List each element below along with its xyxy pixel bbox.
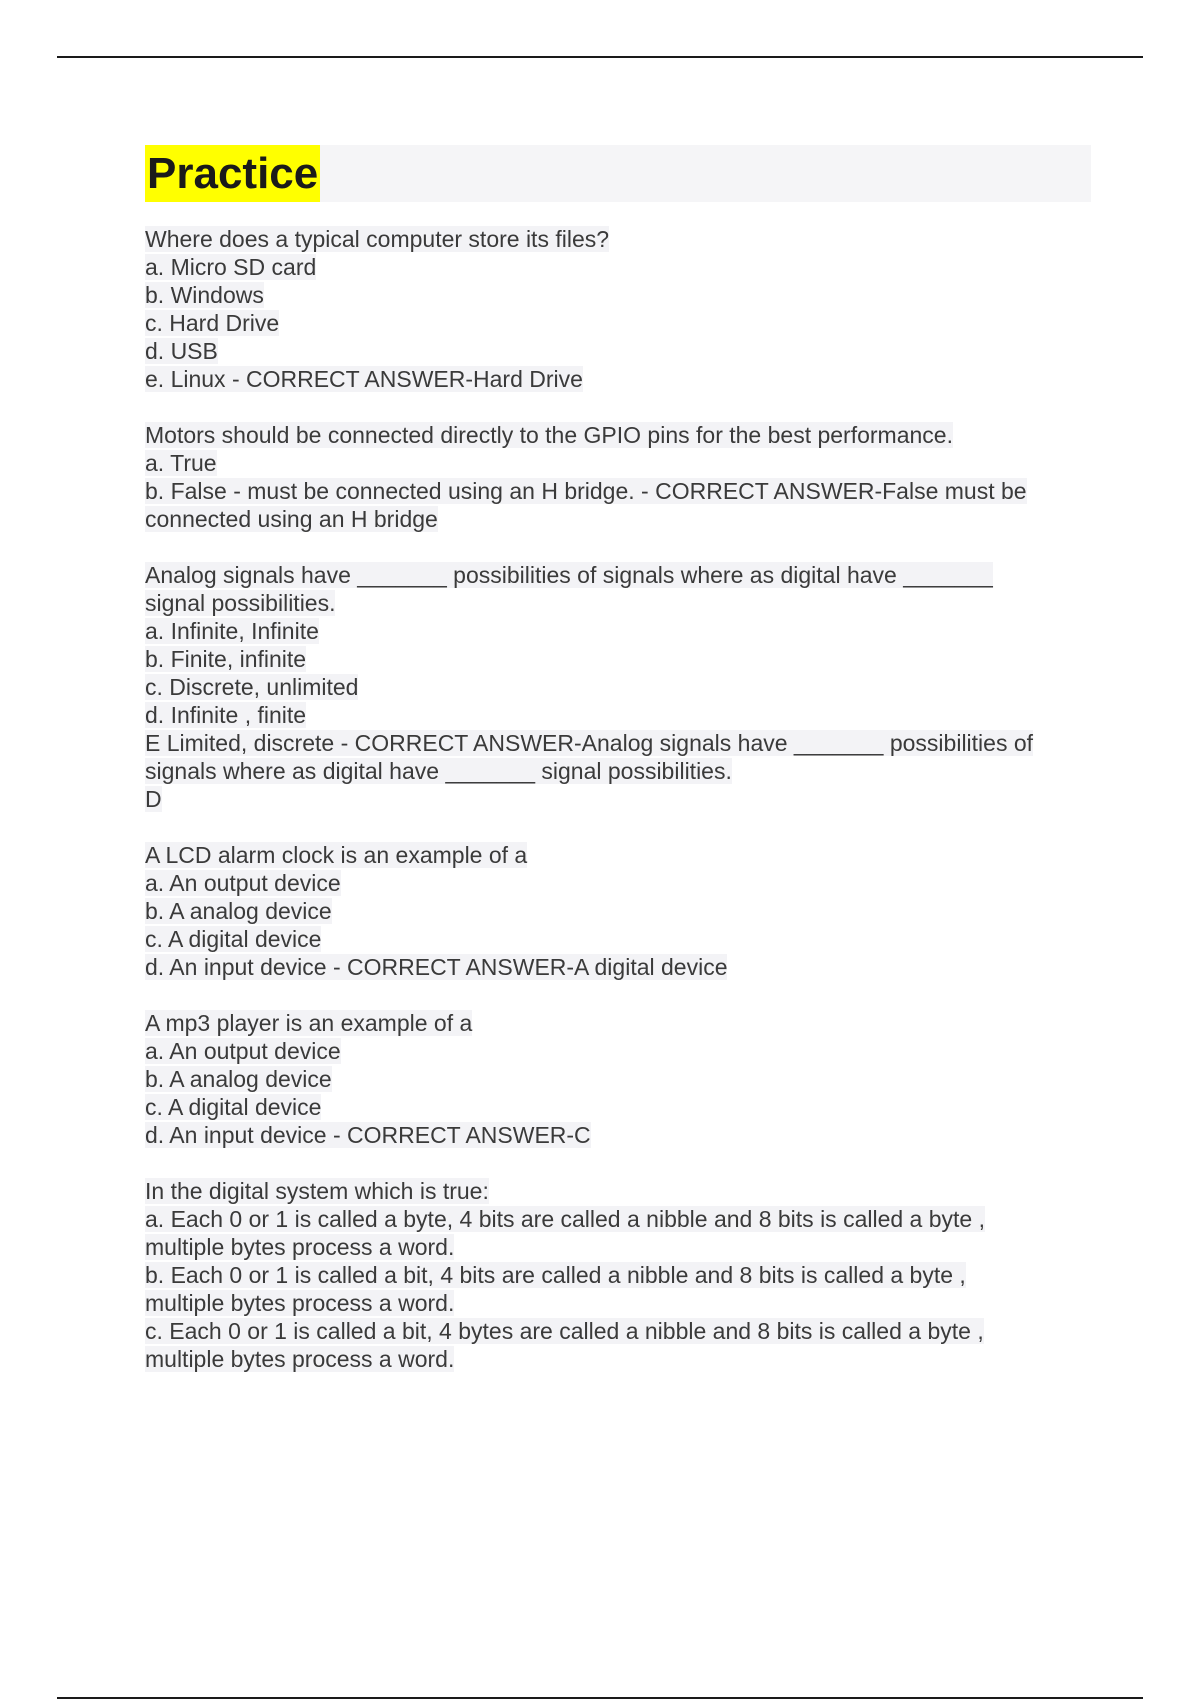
page-title: Practice (145, 145, 320, 202)
title-band (145, 145, 1091, 202)
option-line: b. Windows (145, 282, 264, 308)
option-line: c. Hard Drive (145, 310, 280, 336)
question-block (145, 1009, 1095, 1149)
option-line: b. A analog device (145, 1066, 332, 1092)
option-line: b. Finite, infinite (145, 646, 307, 672)
option-line: a. True (145, 450, 217, 476)
question-block (145, 421, 1095, 533)
option-line: multiple bytes process a word. (145, 1234, 455, 1260)
answer-line: connected using an H bridge (145, 506, 438, 532)
question-text: Analog signals have _______ possibilities of signals where as digital have _______ (145, 562, 993, 588)
bottom-rule (57, 1697, 1143, 1699)
question-text: In the digital system which is true: (145, 1178, 489, 1204)
option-line: d. Infinite , finite (145, 702, 307, 728)
question-text: A LCD alarm clock is an example of a (145, 842, 528, 868)
option-line: c. A digital device (145, 926, 322, 952)
option-line: c. Each 0 or 1 is called a bit, 4 bytes are called a nibble and 8 bits is called a byte , (145, 1318, 984, 1344)
answer-line: signals where as digital have _______ signal possibilities. (145, 758, 732, 784)
option-line: a. Each 0 or 1 is called a byte, 4 bits are called a nibble and 8 bits is called a byte , (145, 1206, 985, 1232)
question-block (145, 225, 1095, 393)
answer-line: d. An input device - CORRECT ANSWER-C (145, 1122, 591, 1148)
option-line: c. A digital device (145, 1094, 322, 1120)
question-block (145, 841, 1095, 981)
option-line: c. Discrete, unlimited (145, 674, 359, 700)
question-text: Where does a typical computer store its files? (145, 226, 610, 252)
option-line: a. An output device (145, 1038, 341, 1064)
page-content (145, 145, 1095, 1401)
answer-line: e. Linux - CORRECT ANSWER-Hard Drive (145, 366, 583, 392)
option-line: multiple bytes process a word. (145, 1290, 455, 1316)
question-text: A mp3 player is an example of a (145, 1010, 473, 1036)
option-line: d. USB (145, 338, 218, 364)
option-line: a. Micro SD card (145, 254, 317, 280)
question-text: signal possibilities. (145, 590, 336, 616)
option-line: b. A analog device (145, 898, 332, 924)
question-block (145, 1177, 1095, 1373)
question-list (145, 225, 1095, 1373)
top-rule (57, 56, 1143, 58)
question-text: Motors should be connected directly to the GPIO pins for the best performance. (145, 422, 953, 448)
option-line: b. Each 0 or 1 is called a bit, 4 bits are called a nibble and 8 bits is called a byte , (145, 1262, 966, 1288)
question-block (145, 561, 1095, 813)
option-line: a. Infinite, Infinite (145, 618, 319, 644)
option-line: a. An output device (145, 870, 341, 896)
answer-line: b. False - must be connected using an H bridge. - CORRECT ANSWER-False must be (145, 478, 1027, 504)
answer-line: d. An input device - CORRECT ANSWER-A digital device (145, 954, 728, 980)
option-line: multiple bytes process a word. (145, 1346, 455, 1372)
answer-line: E Limited, discrete - CORRECT ANSWER-Analog signals have _______ possibilities of (145, 730, 1034, 756)
answer-line: D (145, 786, 162, 812)
